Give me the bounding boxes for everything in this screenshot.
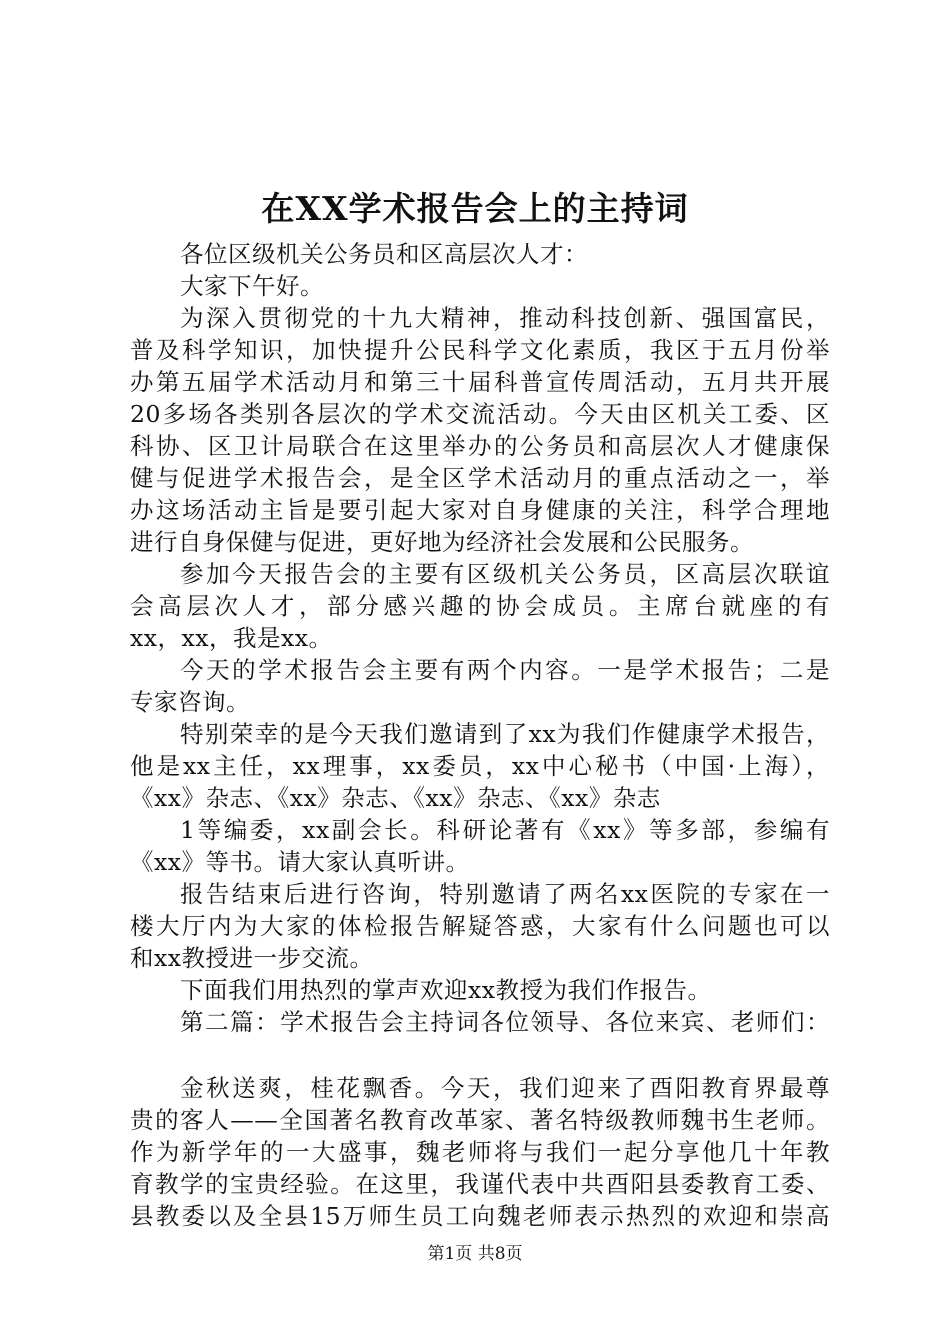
paragraph-line: 参加今天报告会的主要有区级机关公务员，区高层次联谊 — [180, 560, 830, 588]
document-body — [130, 238, 830, 1232]
paragraph-line: 下面我们用热烈的掌声欢迎xx教授为我们作报告。 — [180, 976, 712, 1004]
paragraph-line: 作为新学年的一大盛事，魏老师将与我们一起分享他几十年教 — [130, 1138, 830, 1166]
document-title: 在XX学术报告会上的主持词 — [261, 189, 689, 228]
paragraph-line: 1等编委，xx副会长。科研论著有《xx》等多部，参编有 — [180, 816, 830, 844]
paragraph-line: 办这场活动主旨是要引起大家对自身健康的关注，科学合理地 — [130, 496, 830, 524]
paragraph-line: 20多场各类别各层次的学术交流活动。今天由区机关工委、区 — [130, 400, 830, 428]
paragraph-line: 他是xx主任，xx理事，xx委员，xx中心秘书（中国·上海）， — [130, 752, 830, 780]
paragraph-line: 第二篇：学术报告会主持词各位领导、各位来宾、老师们： — [180, 1008, 830, 1036]
paragraph-line: 《xx》杂志、《xx》杂志、《xx》杂志、《xx》杂志 — [130, 784, 661, 812]
paragraph-line: 办第五届学术活动月和第三十届科普宣传周活动，五月共开展 — [130, 368, 830, 396]
paragraph-line: xx，xx，我是xx。 — [130, 624, 333, 652]
paragraph-line: 金秋送爽，桂花飘香。今天，我们迎来了酉阳教育界最尊 — [180, 1074, 830, 1102]
paragraph-line: 为深入贯彻党的十九大精神，推动科技创新、强国富民， — [180, 304, 830, 332]
paragraph-line: 会高层次人才，部分感兴趣的协会成员。主席台就座的有 — [130, 592, 830, 620]
paragraph-line: 育教学的宝贵经验。在这里，我谨代表中共酉阳县委教育工委、 — [130, 1170, 830, 1198]
paragraph-line: 专家咨询。 — [130, 688, 250, 716]
paragraph-line: 和xx教授进一步交流。 — [130, 944, 374, 972]
paragraph-line: 报告结束后进行咨询，特别邀请了两名xx医院的专家在一 — [180, 880, 830, 908]
paragraph-line: 今天的学术报告会主要有两个内容。一是学术报告；二是 — [180, 656, 830, 684]
paragraph-line: 贵的客人——全国著名教育改革家、著名特级教师魏书生老师。 — [130, 1106, 830, 1134]
paragraph-line: 楼大厅内为大家的体检报告解疑答惑，大家有什么问题也可以 — [130, 912, 830, 940]
paragraph-line: 大家下午好。 — [180, 272, 324, 300]
page-footer: 第1页 共8页 — [427, 1244, 523, 1264]
blank-line — [130, 1038, 830, 1072]
paragraph-line: 普及科学知识，加快提升公民科学文化素质，我区于五月份举 — [130, 336, 830, 364]
paragraph-line: 进行自身保健与促进，更好地为经济社会发展和公民服务。 — [130, 528, 754, 556]
paragraph-line: 科协、区卫计局联合在这里举办的公务员和高层次人才健康保 — [130, 432, 830, 460]
paragraph-line: 健与促进学术报告会，是全区学术活动月的重点活动之一，举 — [130, 464, 830, 492]
paragraph-line: 各位区级机关公务员和区高层次人才： — [180, 240, 588, 268]
paragraph-line: 县教委以及全县15万师生员工向魏老师表示热烈的欢迎和崇高 — [130, 1202, 830, 1230]
paragraph-line: 《xx》等书。请大家认真听讲。 — [130, 848, 470, 876]
paragraph-line: 特别荣幸的是今天我们邀请到了xx为我们作健康学术报告， — [180, 720, 830, 748]
